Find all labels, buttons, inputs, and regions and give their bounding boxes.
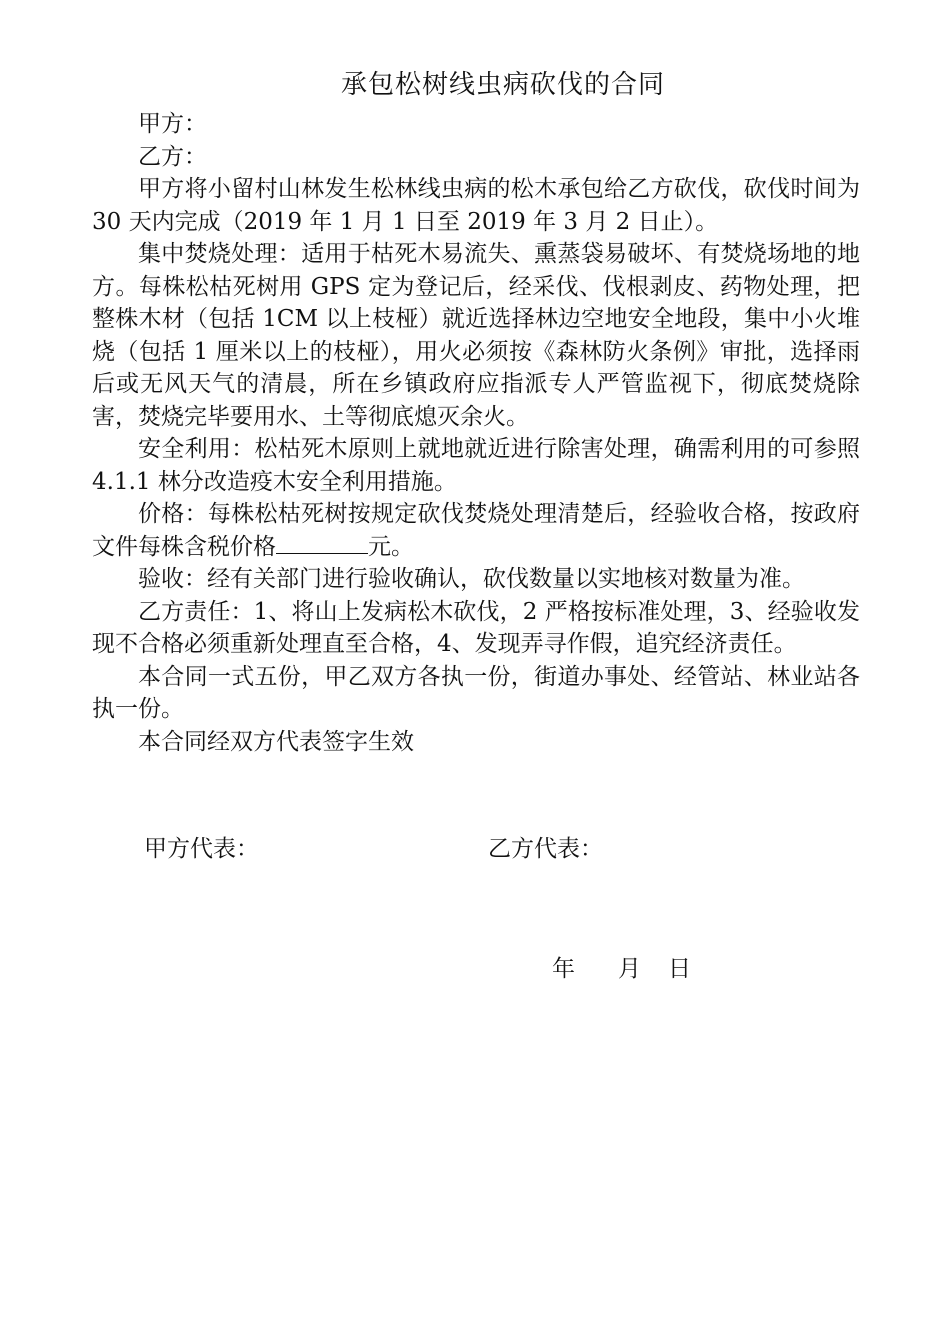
page-title: 承包松树线虫病砍伐的合同: [340, 70, 665, 100]
party-a-representative: 甲方代表：: [144, 836, 259, 862]
price-text: 价格：每株松枯死树按规定砍伐焚烧处理清楚后，经验收合格，按政府文件每株含税价格: [92, 501, 860, 560]
copies-paragraph: 本合同一式五份，甲乙双方各执一份，街道办事处、经管站、林业站各执一份。: [92, 663, 860, 722]
acceptance-paragraph: 验收：经有关部门进行验收确认，砍伐数量以实地核对数量为准。: [138, 566, 805, 592]
party-a-line: 甲方：: [138, 111, 207, 137]
date-day: 日: [668, 956, 691, 982]
price-paragraph: [92, 498, 860, 563]
intro-paragraph: 甲方将小留村山林发生松林线虫病的松木承包给乙方砍伐，砍伐时间为 30 天内完成（2019 年 1 月 1 日至 2019 年 3 月 2 日止）。: [92, 176, 860, 235]
safe-use-paragraph: 安全利用：松枯死木原则上就地就近进行除害处理，确需利用的可参照 4.1.1 林分改造疫木安全利用措施。: [92, 436, 860, 495]
price-unit: 元。: [368, 533, 414, 560]
date-month: 月: [618, 956, 641, 982]
price-blank: [276, 531, 368, 554]
burning-paragraph: 集中焚烧处理：适用于枯死木易流失、熏蒸袋易破坏、有焚烧场地的地方。每株松枯死树用 GPS 定为登记后，经采伐、伐根剥皮、药物处理，把整株木材（包括 1CM 以上枝桠）就近选择林边空地安全地段，集中小火堆烧（包括 1 厘米以上的枝桠），用火必须按《森林防火条例》审批，选择雨后或无风天气的清晨，所在乡镇政府应指派专人严管监视下，彻底焚烧除害，焚烧完毕要用水、土等彻底熄灭余火。: [92, 241, 860, 430]
effect-paragraph: 本合同经双方代表签字生效: [138, 728, 414, 755]
party-b-representative: 乙方代表：: [488, 836, 603, 862]
date-year: 年: [552, 956, 575, 982]
party-b-line: 乙方：: [138, 143, 207, 170]
responsibility-paragraph: 乙方责任：1、将山上发病松木砍伐，2 严格按标准处理，3、经验收发现不合格必须重新处理直至合格，4、发现弄寻作假，追究经济责任。: [92, 598, 860, 657]
contract-body: [92, 108, 860, 758]
